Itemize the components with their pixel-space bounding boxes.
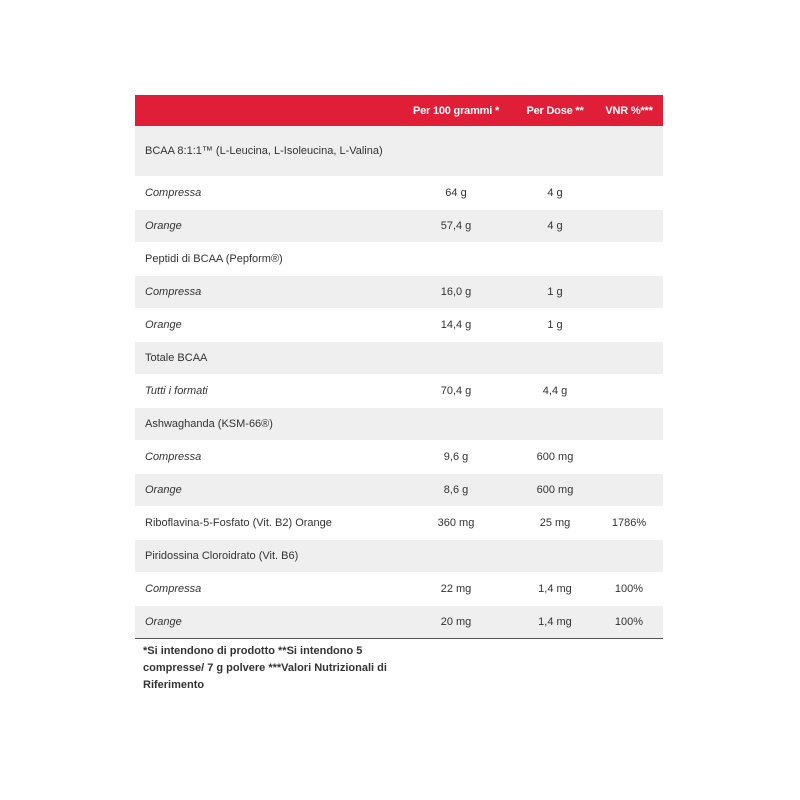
table-row — [135, 210, 663, 243]
row-name: Compressa — [135, 441, 397, 474]
table-row — [135, 177, 663, 210]
table-row — [135, 474, 663, 507]
row-name: Orange — [135, 210, 397, 243]
row-vnr: 100% — [595, 573, 663, 606]
row-name: Ashwaghanda (KSM-66®) — [135, 408, 397, 441]
row-vnr — [595, 243, 663, 276]
row-dose: 1 g — [515, 276, 595, 309]
nutrition-table — [135, 95, 663, 639]
row-name: BCAA 8:1:1™ (L-Leucina, L-Isoleucina, L-Valina) — [135, 126, 397, 177]
row-per100 — [397, 126, 515, 177]
row-per100: 20 mg — [397, 606, 515, 639]
header-per-dose: Per Dose ** — [515, 95, 595, 126]
header-vnr: VNR %*** — [595, 95, 663, 126]
row-per100: 64 g — [397, 177, 515, 210]
row-name: Compressa — [135, 276, 397, 309]
row-per100: 9,6 g — [397, 441, 515, 474]
table-row — [135, 243, 663, 276]
table-row — [135, 309, 663, 342]
row-vnr — [595, 375, 663, 408]
row-per100: 70,4 g — [397, 375, 515, 408]
table-header — [135, 95, 663, 126]
header-per100: Per 100 grammi * — [397, 95, 515, 126]
row-dose — [515, 126, 595, 177]
row-dose: 1,4 mg — [515, 573, 595, 606]
row-dose — [515, 243, 595, 276]
row-dose: 600 mg — [515, 474, 595, 507]
row-dose: 600 mg — [515, 441, 595, 474]
row-dose: 1 g — [515, 309, 595, 342]
row-vnr — [595, 474, 663, 507]
row-per100: 22 mg — [397, 573, 515, 606]
row-per100 — [397, 342, 515, 375]
row-name: Riboflavina-5-Fosfato (Vit. B2) Orange — [135, 507, 397, 540]
row-vnr — [595, 408, 663, 441]
row-per100 — [397, 408, 515, 441]
row-dose — [515, 408, 595, 441]
row-per100 — [397, 243, 515, 276]
row-name: Totale BCAA — [135, 342, 397, 375]
row-per100: 360 mg — [397, 507, 515, 540]
row-vnr: 1786% — [595, 507, 663, 540]
table-footnote: *Si intendono di prodotto **Si intendono 5 compresse/ 7 g polvere ***Valori Nutrizionali di Riferimento — [143, 645, 387, 691]
row-dose: 4,4 g — [515, 375, 595, 408]
table-row — [135, 441, 663, 474]
row-per100 — [397, 540, 515, 573]
table-row — [135, 126, 663, 177]
row-vnr: 100% — [595, 606, 663, 639]
row-per100: 16,0 g — [397, 276, 515, 309]
row-dose: 25 mg — [515, 507, 595, 540]
row-dose: 4 g — [515, 177, 595, 210]
row-name: Tutti i formati — [135, 375, 397, 408]
row-name: Orange — [135, 309, 397, 342]
row-name: Piridossina Cloroidrato (Vit. B6) — [135, 540, 397, 573]
table-row — [135, 573, 663, 606]
row-per100: 8,6 g — [397, 474, 515, 507]
row-vnr — [595, 177, 663, 210]
row-dose: 4 g — [515, 210, 595, 243]
row-per100: 14,4 g — [397, 309, 515, 342]
row-name: Orange — [135, 606, 397, 639]
header-name-cell — [135, 95, 397, 126]
row-name: Peptidi di BCAA (Pepform®) — [135, 243, 397, 276]
row-dose: 1,4 mg — [515, 606, 595, 639]
row-vnr — [595, 342, 663, 375]
row-vnr — [595, 309, 663, 342]
table-row — [135, 375, 663, 408]
row-dose — [515, 540, 595, 573]
row-per100: 57,4 g — [397, 210, 515, 243]
row-vnr — [595, 540, 663, 573]
row-name: Compressa — [135, 573, 397, 606]
row-vnr — [595, 276, 663, 309]
table-row — [135, 276, 663, 309]
row-vnr — [595, 441, 663, 474]
table-row — [135, 408, 663, 441]
table-row — [135, 507, 663, 540]
nutrition-table-container — [135, 95, 663, 639]
table-row — [135, 606, 663, 639]
table-row — [135, 540, 663, 573]
row-dose — [515, 342, 595, 375]
row-vnr — [595, 210, 663, 243]
row-name: Compressa — [135, 177, 397, 210]
row-name: Orange — [135, 474, 397, 507]
row-vnr — [595, 126, 663, 177]
table-row — [135, 342, 663, 375]
table-body — [135, 126, 663, 639]
